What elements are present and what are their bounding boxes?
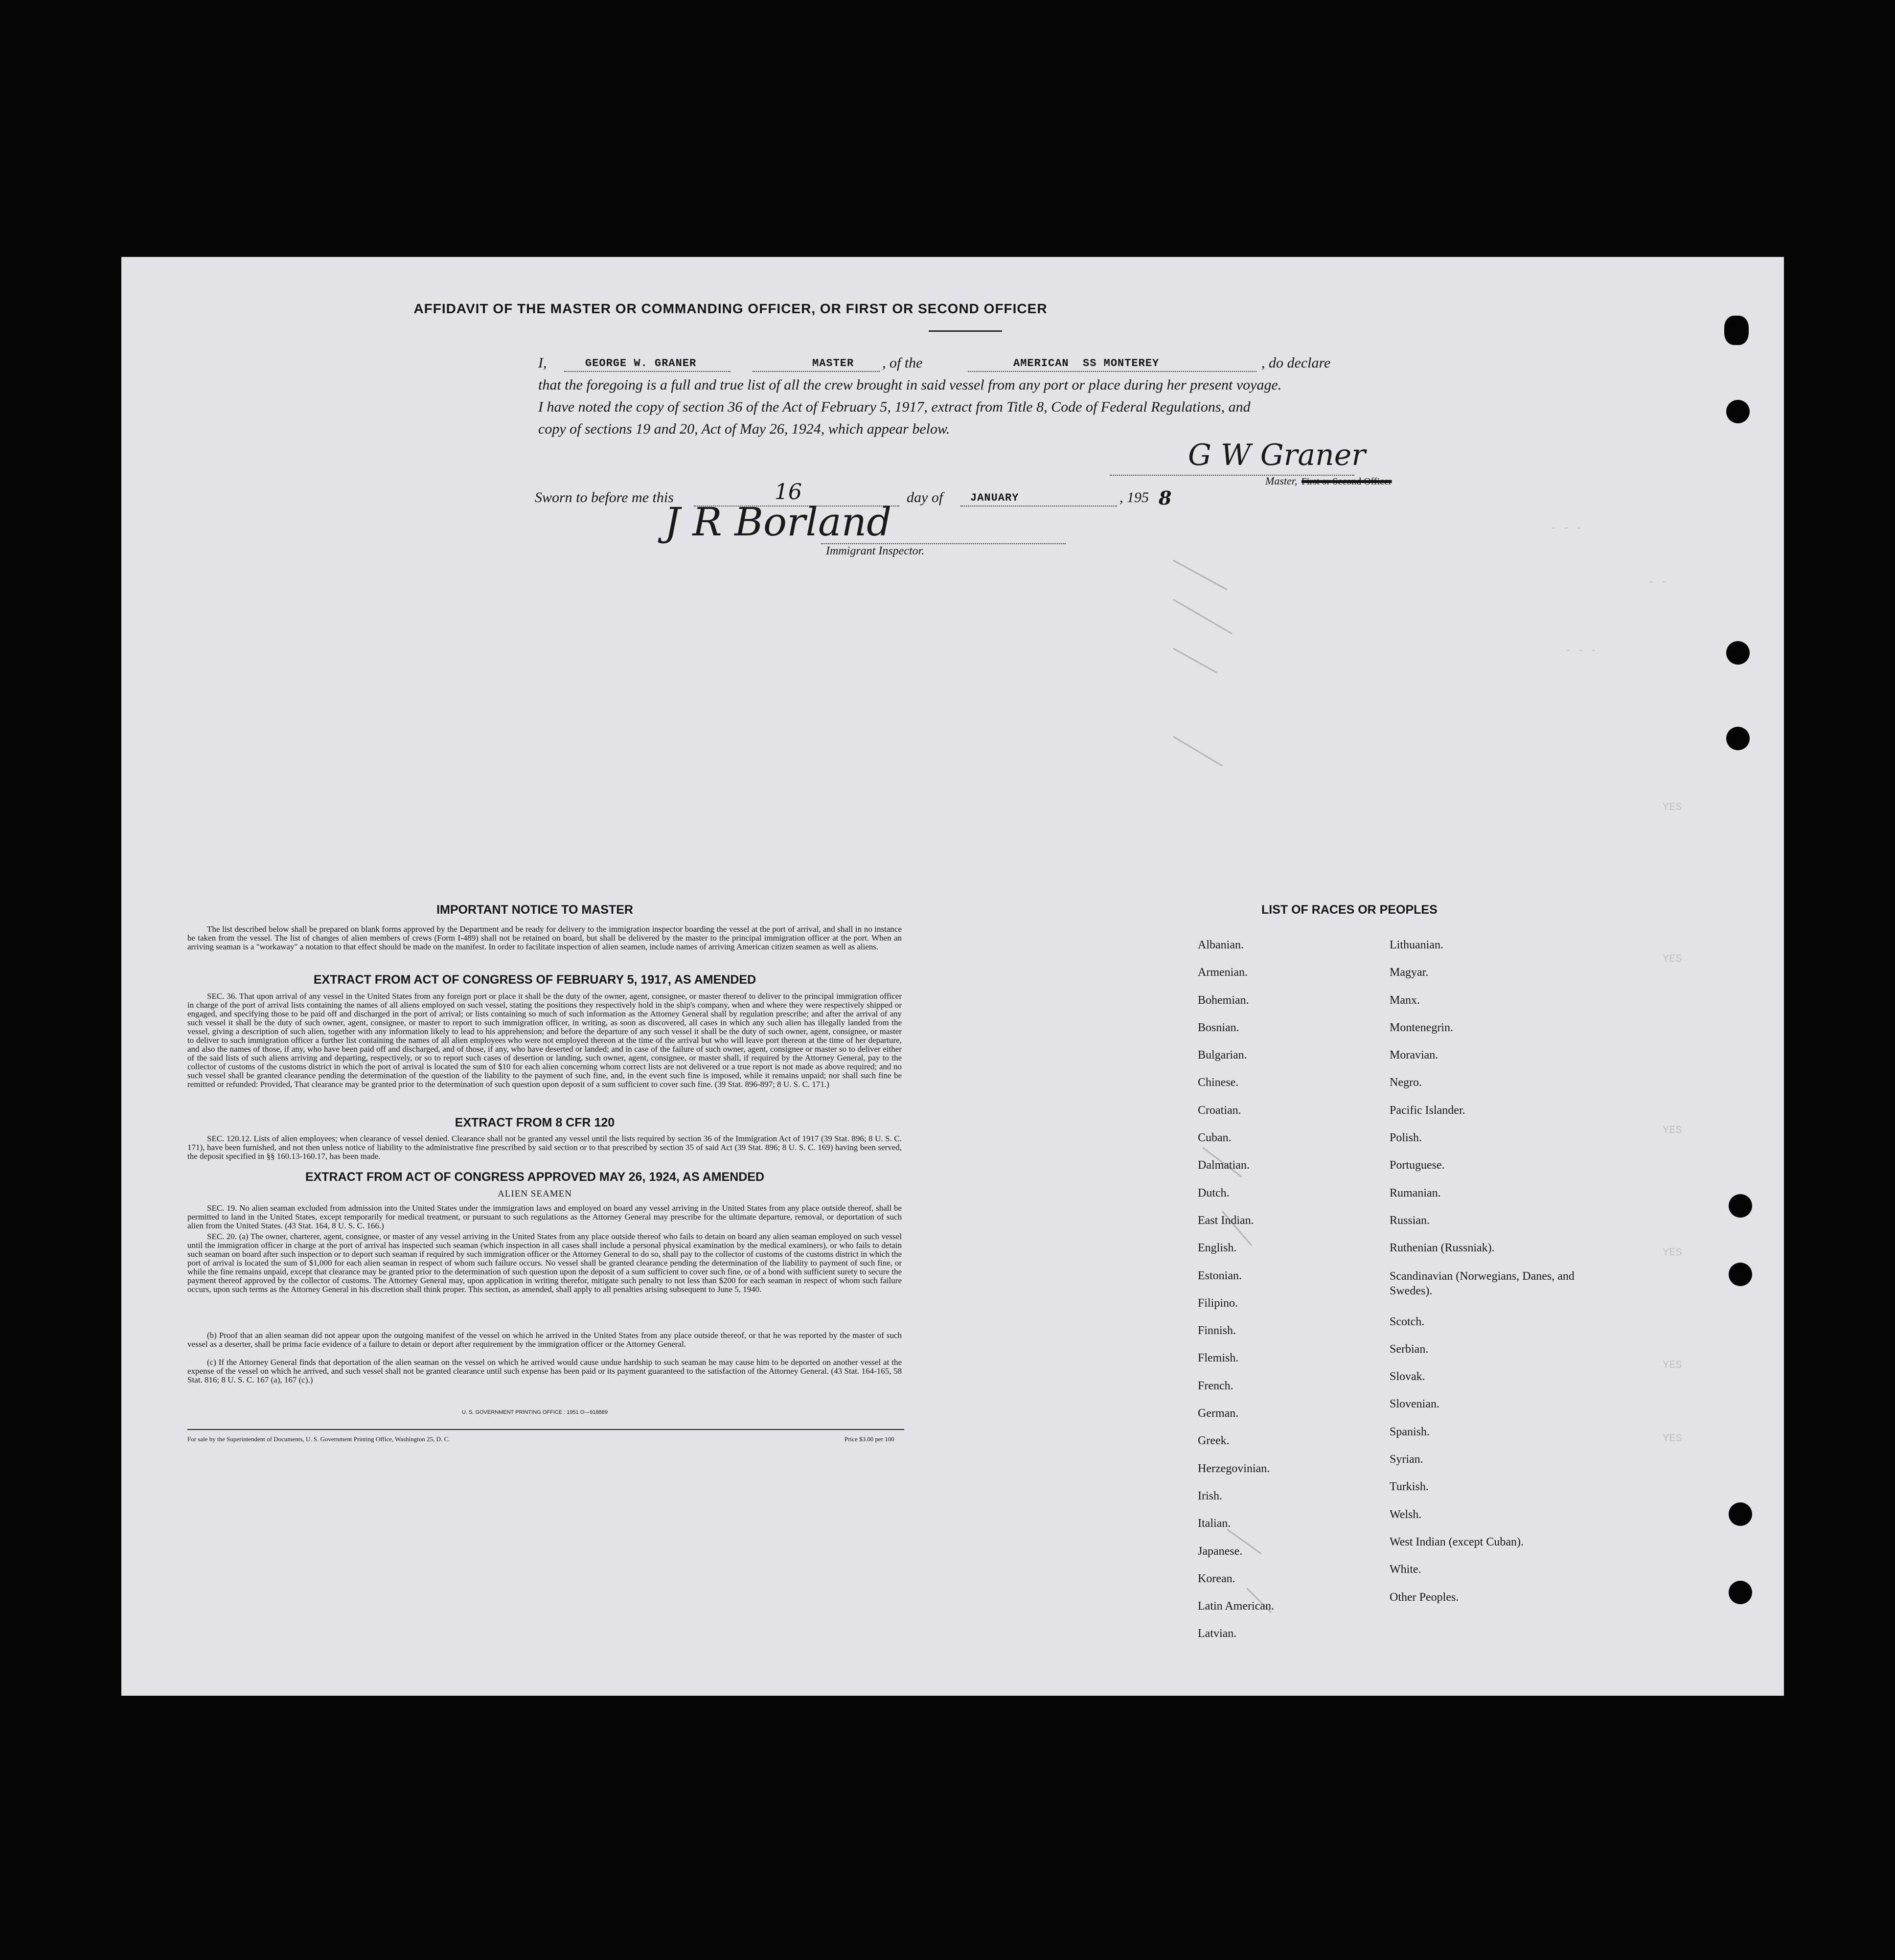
sec-19-text: SEC. 19. No alien seaman excluded from admission into the United States under the immigration laws and employed on board any vessel arriving in the United States from any place outside thereof, shall be permitted to land in the United States, except temporarily for medical treatment, or pursuant to such regulations as the Attorney General may prescribe for the ultimate departure, removal, or deportation of such alien from the United States. (43 Stat. 164, 8 U. S. C. 166.) — [187, 1203, 902, 1230]
races-left-column — [1198, 931, 1274, 1648]
race-item: Turkish. — [1390, 1480, 1429, 1494]
cfr-body: SEC. 120.12. Lists of alien employees; when clearance of vessel denied. Clearance shall not be granted any vessel until the lists required by section 36 of the Immigration Act of 1917 (39 Stat. 896; 8 U. S. C. 171), have been furnished, and not then unless notice of liability to the administrative fine prescribed by said section or to that prescribed by section 35 of said Act (39 Stat. 896; 8 U. S. C. 169) having been served, the deposit specified in §§ 160.13-160.17, has been made. — [187, 1134, 902, 1161]
race-item: Bosnian. — [1198, 1021, 1239, 1034]
svg-text:- -: - - — [1648, 576, 1667, 588]
master-signature: G W Graner — [1188, 438, 1366, 472]
extract-1917-title: EXTRACT FROM ACT OF CONGRESS OF FEBRUARY 5, 1917, AS AMENDED — [313, 973, 756, 987]
svg-text:YES: YES — [1663, 1432, 1682, 1445]
declaration-line-4: copy of sections 19 and 20, Act of May 26, 1924, which appear below. — [538, 421, 950, 437]
race-item: Flemish. — [1198, 1352, 1239, 1365]
master-caption: Master, — [1265, 475, 1298, 487]
svg-text:- - -: - - - — [1565, 645, 1598, 657]
race-item: Portuguese. — [1390, 1159, 1445, 1172]
footer-rule — [187, 1429, 904, 1430]
cfr-title: EXTRACT FROM 8 CFR 120 — [455, 1116, 615, 1130]
sworn-month: JANUARY — [970, 492, 1019, 504]
race-item: Korean. — [1198, 1572, 1235, 1585]
race-item: Croatian. — [1198, 1104, 1241, 1117]
punch-hole — [1724, 316, 1749, 345]
inspector-caption: Immigrant Inspector. — [826, 545, 925, 557]
race-item: Polish. — [1390, 1131, 1422, 1145]
sec-20b-text: (b) Proof that an alien seaman did not appear upon the outgoing manifest of the vessel on which he arrived in the United States from any place outside thereof, or that he was reported by the master of such vessel as a deserter, shall be prima facie evidence of a failure to detain or deport after requirement by the immigration officer or the Attorney General. — [187, 1331, 902, 1349]
sec-20a-text: SEC. 20. (a) The owner, charterer, agent, consignee, or master of any vessel arriving in the United States from any place outside thereof who fails to detain on board any alien seaman employed on such vessel until the immigration officer in charge at the port of arrival has inspected such seaman (which inspection in all cases shall include a personal physical examination by the medical examiners), or who fails to detain such seaman on board after such inspection or to deport such seaman if required by such immigration officer or the Attorney General to do so, shall pay to the collector of customs of the customs district in which the port of arrival is located the sum of $1,000 for each alien seaman in respect of whom such failure occurs. No vessel shall be granted clearance pending the determination of the liability to payment of such fine, or while the fine remains unpaid, except that clearance may be granted prior to the determination of such question upon the deposit of a sum sufficient to cover such fine, or of a bond with sufficient surety to secure the payment thereof approved by the collector of customs. The Attorney General may, upon application in writing therefor, mitigate such penalty to not less than $200 for each seaman in respect of whom such failure occurs, upon such terms as the Attorney General in his discretion shall think proper. This section, as amended, shall apply to all penalties arising subsequent to June 5, 1940. — [187, 1232, 902, 1294]
svg-text:- - -: - - - — [1550, 522, 1583, 534]
race-item: Dalmatian. — [1198, 1159, 1250, 1172]
alien-seamen-subtitle: ALIEN SEAMEN — [498, 1189, 572, 1199]
svg-text:YES: YES — [1663, 1359, 1682, 1371]
document-page — [121, 257, 1784, 1696]
race-item: Latvian. — [1198, 1627, 1237, 1640]
sworn-day: 16 — [775, 480, 802, 505]
race-item: Ruthenian (Russniak). — [1390, 1242, 1495, 1255]
race-item: Herzegovinian. — [1198, 1462, 1270, 1475]
race-item: White. — [1390, 1563, 1421, 1576]
race-item: West Indian (except Cuban). — [1390, 1535, 1524, 1548]
race-item: Slovenian. — [1390, 1398, 1439, 1411]
punch-hole — [1729, 1194, 1752, 1218]
race-item: German. — [1198, 1407, 1239, 1420]
sworn-year-prefix: , 195 — [1119, 489, 1149, 506]
race-item: French. — [1198, 1379, 1233, 1392]
punch-hole — [1729, 1581, 1752, 1604]
race-item: Manx. — [1390, 993, 1420, 1007]
punch-hole — [1729, 1263, 1752, 1286]
affidavit-title: AFFIDAVIT OF THE MASTER OR COMMANDING OFFICER, OR FIRST OR SECOND OFFICER — [413, 301, 1048, 316]
declaration-line-2: that the foregoing is a full and true list of all the crew brought in said vessel from any port or place during her present voyage. — [538, 377, 1282, 393]
declarant-rank: MASTER — [812, 357, 854, 369]
declarant-prefix: I, — [538, 355, 547, 371]
race-item: Bulgarian. — [1198, 1049, 1247, 1062]
struck-officer-text: First or Second Officer — [1301, 476, 1392, 487]
race-item: Negro. — [1390, 1076, 1422, 1089]
sworn-prefix: Sworn to before me this — [535, 489, 674, 506]
extract-1917-body: SEC. 36. That upon arrival of any vessel in the United States from any foreign port or place it shall be the duty of the owner, agent, consignee, or master thereof to deliver to the principal immigration officer in charge of the port of arrival lists containing the names of all aliens employed on such vessel, stating the positions they respectively hold in the ship's company, when and where they were respectively shipped or engaged, and specifying those to be paid off and discharged in the port of arrival; or lists containing so much of such information as the Attorney General shall by regulation prescribe; and after the arrival of any such vessel it shall be the duty of such owner, agent, consignee, or master to report to such immigration officer, in writing, as soon as discovered, all cases in which any such alien has illegally landed from the vessel, giving a description of such alien, together with any information likely to lead to his apprehension; and before the departure of any such vessel it shall be the duty of such owner, agent, consignee, or master to deliver to such immigration officer a further list containing the names of all alien employees who were not employed thereon at the time of the arrival but who will leave port thereon at the time of her departure, and also the names of those, if any, who have been paid off and discharged, and of those, if any, who have deserted or landed; and in case of the failure of such owner, agent, consignee or master so to deliver either of the said lists of such aliens arriving and departing, respectively, or so to report such cases of desertion or landing, such owner, agent, consignee, or master shall, if required by the Attorney General, pay to the collector of customs of the customs district in which the port of arrival is located the sum of $10 for each alien concerning whom correct lists are not delivered or a true report is not made as above required; and no such vessel shall be granted clearance pending the determination of the question of the liability to the payment of such fine, and, in the event such fine is imposed, while it remains unpaid; nor shall such fine be remitted or refunded: Provided, That clearance may be granted prior to the determination of such question upon deposit of a sum sufficient to cover such fine. (39 Stat. 896-897; 8 U. S. C. 171.) — [187, 992, 902, 1089]
punch-hole — [1726, 641, 1750, 665]
race-item: Scandinavian (Norwegians, Danes, and Swedes). — [1390, 1269, 1575, 1297]
do-declare-label: , do declare — [1261, 355, 1331, 371]
race-item: Rumanian. — [1390, 1186, 1441, 1199]
svg-text:YES: YES — [1663, 1246, 1682, 1259]
svg-text:YES: YES — [1663, 801, 1682, 813]
declaration-line-3: I have noted the copy of section 36 of the Act of February 5, 1917, extract from Title 8, Code of Federal Regulations, and — [538, 399, 1251, 415]
race-item: Spanish. — [1390, 1425, 1430, 1438]
race-item: Cuban. — [1198, 1131, 1232, 1145]
race-item: Lithuanian. — [1390, 939, 1443, 951]
extract-1924-title: EXTRACT FROM ACT OF CONGRESS APPROVED MAY 26, 1924, AS AMENDED — [305, 1170, 765, 1184]
races-right-column — [1390, 931, 1595, 1611]
svg-text:YES: YES — [1663, 1124, 1682, 1136]
notice-title: IMPORTANT NOTICE TO MASTER — [436, 903, 633, 917]
punch-hole — [1729, 1502, 1752, 1526]
svg-text:YES: YES — [1663, 953, 1682, 965]
inspector-signature: J R Borland — [664, 499, 892, 545]
race-item: Russian. — [1390, 1214, 1430, 1227]
races-title: LIST OF RACES OR PEOPLES — [1261, 903, 1438, 917]
day-of-label: day of — [907, 489, 943, 506]
race-item: Filipino. — [1198, 1296, 1238, 1310]
race-item: Japanese. — [1198, 1545, 1243, 1558]
race-item: Pacific Islander. — [1390, 1104, 1465, 1117]
race-item: Welsh. — [1390, 1508, 1422, 1521]
race-item: Slovak. — [1390, 1370, 1425, 1384]
race-item: Armenian. — [1198, 966, 1248, 979]
race-item: Italian. — [1198, 1517, 1231, 1530]
race-item: Albanian. — [1198, 939, 1244, 951]
race-item: Finnish. — [1198, 1324, 1236, 1337]
race-item: Dutch. — [1198, 1186, 1230, 1199]
notice-body: The list described below shall be prepared on blank forms approved by the Department and be ready for delivery to the immigration inspector boarding the vessel at the port of arrival, and shall in no instance be taken from the vessel. The list of changes of alien members of crews (Form I-489) shall not be retained on board, but shall be delivered by the master to the principal immigration officer at the port. When an arriving seaman is a "workaway" a notation to that effect should be made on the manifest. In order to facilitate inspection of alien seamen, include names of arriving American citizen seamen as well as aliens. — [187, 924, 902, 951]
sec-20c-text: (c) If the Attorney General finds that deportation of the alien seaman on the vessel on which he arrived would cause undue hardship to such seaman he may cause him to be deported on another vessel at the expense of the vessel on which he arrived, and such vessel shall not be granted clearance until such expense has been paid or its payment guaranteed to the satisfaction of the Attorney General. (43 Stat. 164-165, 58 Stat. 816; 8 U. S. C. 167 (a), 167 (c).) — [187, 1358, 902, 1384]
race-item: Latin American. — [1198, 1600, 1274, 1613]
race-item: Serbian. — [1390, 1342, 1429, 1356]
race-item: Chinese. — [1198, 1076, 1239, 1089]
race-item: Montenegrin. — [1390, 1021, 1453, 1034]
sale-notice: For sale by the Superintendent of Documents, U. S. Government Printing Office, Washington 25, D. C. — [187, 1435, 450, 1443]
punch-hole — [1726, 400, 1750, 423]
race-item: Estonian. — [1198, 1269, 1242, 1282]
race-item: East Indian. — [1198, 1214, 1254, 1227]
race-item: Scotch. — [1390, 1315, 1425, 1328]
vessel-name: AMERICAN SS MONTEREY — [1013, 357, 1160, 369]
race-item: English. — [1198, 1242, 1237, 1255]
sworn-year-last: 8 — [1159, 487, 1172, 509]
punch-hole — [1726, 727, 1750, 750]
race-item: Syrian. — [1390, 1453, 1423, 1466]
of-the-label: , of the — [882, 355, 923, 371]
declarant-name: GEORGE W. GRANER — [585, 357, 697, 369]
race-item: Greek. — [1198, 1434, 1230, 1448]
race-item: Irish. — [1198, 1489, 1222, 1502]
race-item: Magyar. — [1390, 966, 1429, 979]
price-notice: Price $3.00 per 100 — [845, 1435, 894, 1443]
race-item: Other Peoples. — [1390, 1591, 1459, 1604]
race-item: Bohemian. — [1198, 993, 1249, 1007]
printing-office-line: U. S. GOVERNMENT PRINTING OFFICE : 1951 O—918889 — [461, 1409, 608, 1415]
race-item: Moravian. — [1390, 1049, 1438, 1062]
